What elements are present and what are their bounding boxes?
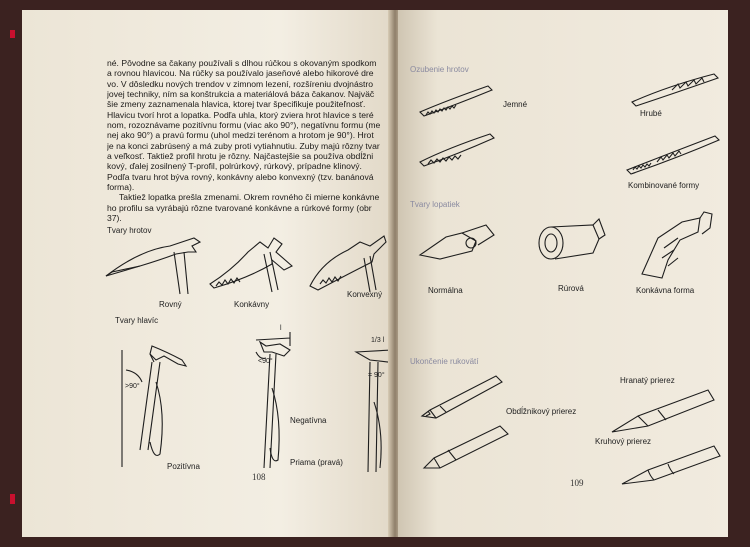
handle-obdlznik-figure-2 xyxy=(420,420,510,472)
bookmark-tab-top xyxy=(10,30,15,38)
right-page xyxy=(398,10,728,537)
label-negativna: Negatívna xyxy=(290,416,327,425)
label-hrube: Hrubé xyxy=(640,109,662,118)
teeth-kombinovane-figure xyxy=(623,130,723,174)
angle-gt90: >90° xyxy=(125,383,140,390)
label-jemne: Jemné xyxy=(503,100,528,109)
label-konkavna: Konkávna forma xyxy=(636,286,695,295)
left-page xyxy=(22,10,392,537)
ozubenie-heading: Ozubenie hrotov xyxy=(410,65,469,74)
page-number-left: 108 xyxy=(252,472,266,482)
handle-hranaty-figure xyxy=(608,386,718,434)
angle-lt90: <90° xyxy=(258,358,273,365)
axe-negativna-figure xyxy=(250,328,310,478)
body-line: vo. V dôsledku nových trendov v zimnom lezení, rozšíreniu dvojnástro xyxy=(107,78,374,89)
adze-konkavna-figure xyxy=(638,208,728,286)
body-line: forma). xyxy=(107,182,135,193)
label-hranaty: Hranatý prierez xyxy=(620,376,675,385)
body-line: né. Pôvodne sa čakany používali s dlhou rúčkou s okovaným spodkom xyxy=(107,58,377,68)
body-line: ho profilu sa vyrábajú rôzne tvarované konkávne a rúrkové formy (obr xyxy=(107,202,372,213)
label-konkavny: Konkávny xyxy=(234,300,270,309)
body-line: nej ako 90°) a pravú formu (uhol medzi terénom a hrotom je 90°). Hrot xyxy=(107,130,374,141)
lopatky-heading: Tvary lopatiek xyxy=(410,200,460,209)
body-line: kový, ďalej zosilnený T-profil, polrúrkový, rúrkový, prípadne klinový. xyxy=(107,161,362,172)
body-line: 37). xyxy=(107,213,122,224)
book-spread xyxy=(22,10,728,537)
tvary-hrotov-heading: Tvary hrotov xyxy=(107,226,152,235)
body-line: a veľkosť. Taktiež profil hrotu je rôzny. Najčastejšie sa používa obdĺžni xyxy=(107,151,374,162)
teeth-jemne-figure xyxy=(418,82,498,118)
teeth-hrube-figure xyxy=(628,70,723,106)
rukovati-heading: Ukončenie rukovätí xyxy=(410,357,479,366)
body-line: a rovnou hlavicou. Na rúčky sa používalo jaseňové alebo hikorové dre xyxy=(107,68,374,79)
axe-pozitivna-figure xyxy=(112,342,192,472)
label-pozitivna: Pozitívna xyxy=(167,462,200,471)
body-line: Hlavicu tvorí hrot a lopatka. Podľa uhla, ktorý zviera hrot hlavice s teré xyxy=(107,109,374,120)
body-line: Taktiež lopatka prešla zmenami. Okrem rovného či mierne konkávne xyxy=(119,192,380,203)
pick-rovny-figure xyxy=(100,236,210,306)
fraction-third-l: 1/3 l xyxy=(371,337,385,344)
label-kruhovy: Kruhový prierez xyxy=(595,437,652,446)
label-konvexny: Konvexný xyxy=(347,290,383,299)
label-priama: Priama (pravá) xyxy=(290,458,343,467)
body-line: jovej techniky, ním sa konštrukcia a materiálová báza čakanov. Najväč xyxy=(107,89,375,100)
axe-priama-figure xyxy=(352,332,392,482)
handle-kruhovy-figure xyxy=(620,442,720,486)
left-body-text xyxy=(107,58,389,224)
body-line: šie zmeny zaznamenala hlavica, ktorej tvar špecifikuje použiteľnosť. xyxy=(107,99,366,110)
bookmark-tab-bottom xyxy=(10,494,15,504)
label-normalna: Normálna xyxy=(428,286,463,295)
page-number-right: 109 xyxy=(570,478,584,488)
label-rurova: Rúrová xyxy=(558,284,584,293)
handle-obdlznik-figure xyxy=(416,370,506,420)
angle-eq90: = 90° xyxy=(368,372,385,379)
pick-konkavny-figure xyxy=(202,230,302,300)
label-kombinovane: Kombinované formy xyxy=(628,181,700,190)
label-obdlznik: Obdĺžnikový prierez xyxy=(506,407,577,416)
adze-rurova-figure xyxy=(533,215,623,275)
tvary-hlavic-heading: Tvary hlavíc xyxy=(115,316,159,325)
teeth-jemne-figure-2 xyxy=(418,130,498,168)
adze-normalna-figure xyxy=(416,215,506,275)
length-l: l xyxy=(280,325,282,332)
body-line: Podľa tvaru hrot býva rovný, konkávny alebo konvexný (tzv. banánová xyxy=(107,171,374,182)
body-line: nom, rozoznávame pozitívnu formu (viac ako 90°), negatívnu formu (me xyxy=(107,120,381,131)
body-line: je na konci zabrúsený a má zuby proti vytiahnutiu. Zuby majú rôzny tvar xyxy=(107,140,380,151)
label-rovny: Rovný xyxy=(159,300,182,309)
